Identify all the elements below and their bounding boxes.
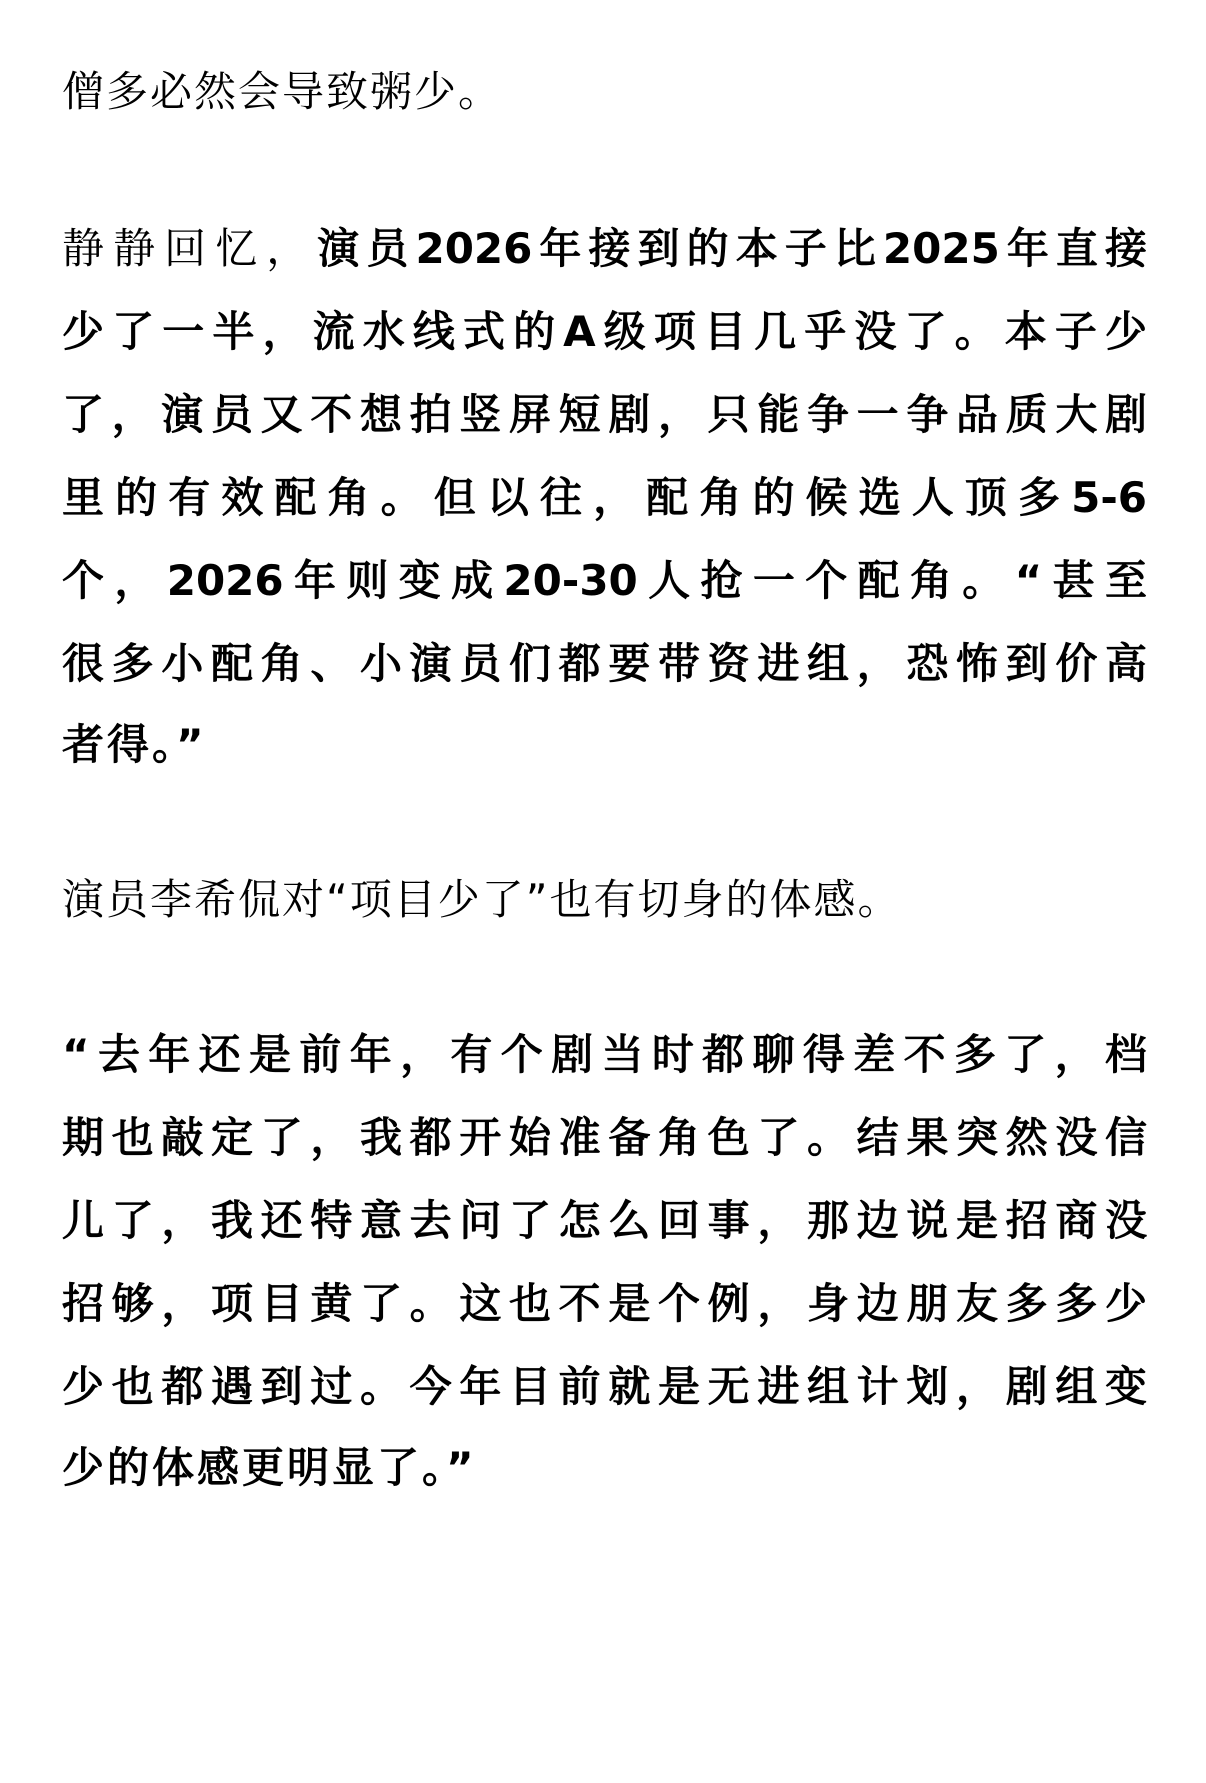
paragraph-1-line-1: 僧多必然会导致粥少。 <box>62 67 503 116</box>
paragraph-4-line-1: “去年还是前年，有个剧当时都聊得差不多了，档 <box>62 1030 1147 1079</box>
paragraph-4-line-3: 儿了，我还特意去问了怎么回事，那边说是招商没 <box>62 1196 1147 1245</box>
paragraph-2-line-4: 里的有效配角。但以往，配角的候选人顶多5-6 <box>62 473 1147 522</box>
paragraph-3-line-1: 演员李希侃对“项目少了”也有切身的体感。 <box>62 875 902 924</box>
paragraph-2-bold-text: 演员2026年接到的本子比2025年直接 <box>317 224 1147 273</box>
paragraph-2-line-3: 了，演员又不想拍竖屏短剧，只能争一争品质大剧 <box>62 390 1147 439</box>
paragraph-2-lead-text: 静静回忆， <box>62 224 318 273</box>
paragraph-2-line-7: 者得。” <box>62 720 207 769</box>
paragraph-2-line-6: 很多小配角、小演员们都要带资进组，恐怖到价高 <box>62 639 1147 688</box>
paragraph-4-line-5: 少也都遇到过。今年目前就是无进组计划，剧组变 <box>62 1362 1147 1411</box>
paragraph-4-line-2: 期也敲定了，我都开始准备角色了。结果突然没信 <box>62 1113 1147 1162</box>
paragraph-4-line-4: 招够，项目黄了。这也不是个例，身边朋友多多少 <box>62 1279 1147 1328</box>
paragraph-4-line-6: 少的体感更明显了。” <box>62 1443 477 1492</box>
paragraph-2-line-5: 个，2026年则变成20-30人抢一个配角。“甚至 <box>62 556 1147 605</box>
paragraph-2-line-2: 少了一半，流水线式的A级项目几乎没了。本子少 <box>62 307 1147 356</box>
paragraph-2-line-1 <box>62 209 1147 289</box>
